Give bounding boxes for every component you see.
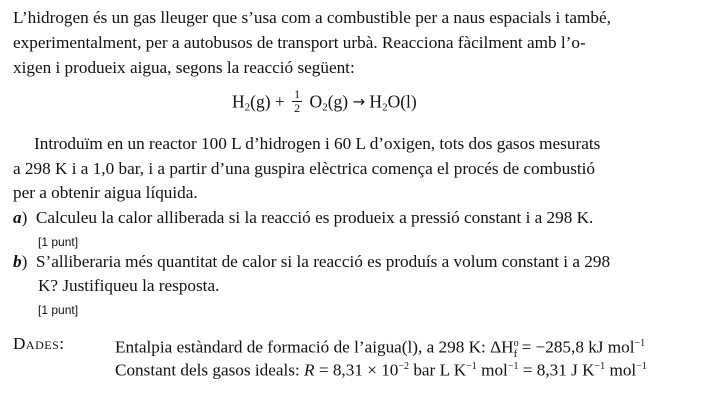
body-line-3: per a obtenir aigua líquida.: [13, 183, 198, 202]
water-formula: $H_2O(l)$: [369, 91, 417, 114]
question-a: a) Calculeu la calor alliberada si la reacció es produeix a pressió constant i a 298 K.: [13, 208, 594, 227]
body-line-2: a 298 K i a 1,0 bar, i a partir d’una guspira elèctrica comença el procés de combustió: [13, 159, 596, 178]
question-b-points: [1 punt]: [38, 303, 79, 317]
oxygen-formula: $O_2(g)$: [309, 91, 349, 114]
question-b-letter: b: [13, 252, 22, 271]
question-a-points: [1 punt]: [38, 235, 79, 249]
body-line-1: Introduïm en un reactor 100 L d’hidrogen i 60 L d’oxigen, tots dos gasos mesurats: [34, 134, 601, 153]
intro-line-3: xigen i produeix aigua, segons la reacció següent:: [13, 58, 355, 77]
dades-line-2: Constant dels gasos ideals: $R = 8,31 \times 10^{-2}$ bar L $K^{-1}$ mol$^{-1}$ = 8,31 J $K^{-1}$ mol$^{-1}$: [115, 360, 647, 380]
question-a-letter: a: [13, 208, 22, 227]
reaction-equation: [232, 88, 417, 122]
dades-line-1: Entalpia estàndard de formació de l’aigua(l), a 298 K: $\Delta H^o_f = -285,8$ kJ mol$^{-1}$: [115, 337, 646, 361]
dades-label: Dades:: [13, 334, 65, 353]
question-a-text: Calculeu la calor alliberada si la reacció es produeix a pressió constant i a 298 K.: [35, 208, 594, 227]
one-half-fraction: $\frac{1}{2}$: [294, 87, 301, 115]
question-b-text-2: K? Justifiqueu la resposta.: [38, 276, 220, 295]
intro-line-2: experimentalment, per a autobusos de transport urbà. Reacciona fàcilment amb l’o-: [13, 33, 586, 52]
reaction-arrow: →: [352, 92, 366, 111]
question-b: b) S’alliberaria més quantitat de calor si la reacció es produís a volum constant i a 298: [13, 252, 611, 271]
intro-line-1: L’hidrogen és un gas lleuger que s’usa com a combustible per a naus espacials i també,: [13, 8, 611, 27]
hydrogen-formula: $H_2(g)$ +: [232, 91, 285, 114]
question-b-text-1: S’alliberaria més quantitat de calor si la reacció es produís a volum constant i a 298: [35, 252, 611, 271]
